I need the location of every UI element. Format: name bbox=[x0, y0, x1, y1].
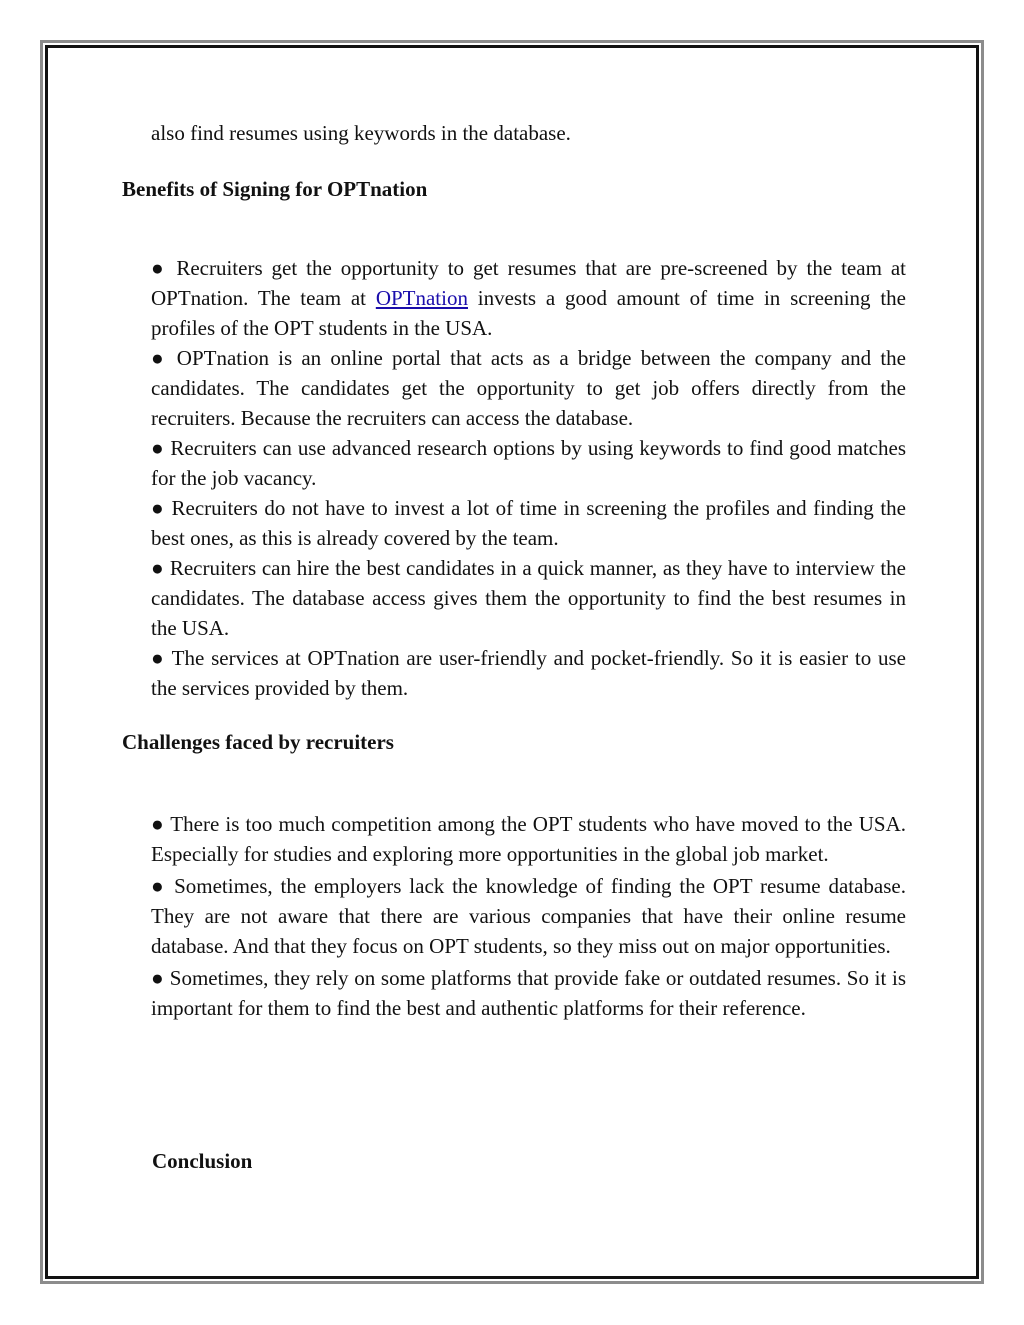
challenges-heading: Challenges faced by recruiters bbox=[122, 730, 394, 754]
challenge-item: ● There is too much competition among the OPT students who have moved to the USA. Especially for studies and exploring more opportunities in the global job market. bbox=[151, 812, 906, 866]
benefit-item: ● Recruiters can hire the best candidates in a quick manner, as they have to interview the candidates. The database access gives them the opportunity to find the best resumes in the USA. bbox=[151, 556, 906, 640]
benefits-heading: Benefits of Signing for OPTnation bbox=[122, 177, 428, 201]
benefits-list bbox=[151, 253, 906, 703]
challenges-list bbox=[151, 809, 906, 1023]
benefit-item: ● OPTnation is an online portal that acts as a bridge between the company and the candidates. The candidates get the opportunity to get job offers directly from the recruiters. Because the recruiters can access the database. bbox=[151, 346, 906, 430]
conclusion-heading: Conclusion bbox=[152, 1149, 253, 1173]
intro-line: also find resumes using keywords in the database. bbox=[151, 121, 571, 145]
benefit-item: ● Recruiters can use advanced research options by using keywords to find good matches for the job vacancy. bbox=[151, 436, 906, 490]
benefit-item bbox=[151, 253, 906, 343]
benefit-item-text-after-link: invests a good amount of time in screening the profiles of the OPT students in the USA. bbox=[151, 286, 906, 340]
challenge-item: ● Sometimes, they rely on some platforms that provide fake or outdated resumes. So it is important for them to find the best and authentic platforms for their reference. bbox=[151, 966, 906, 1020]
challenge-item: ● Sometimes, the employers lack the knowledge of finding the OPT resume database. They are not aware that there are various companies that have their online resume database. And that they focus on OPT students, so they miss out on major opportunities. bbox=[151, 874, 906, 958]
benefit-item: ● Recruiters do not have to invest a lot of time in screening the profiles and finding the best ones, as this is already covered by the team. bbox=[151, 496, 906, 550]
optnation-link[interactable]: OPTnation bbox=[375, 286, 468, 310]
benefit-item: ● The services at OPTnation are user-friendly and pocket-friendly. So it is easier to use the services provided by them. bbox=[151, 646, 906, 700]
benefit-item-text-before-link: ● Recruiters get the opportunity to get resumes that are pre-screened by the team at OPTnation. The team at bbox=[151, 256, 906, 310]
